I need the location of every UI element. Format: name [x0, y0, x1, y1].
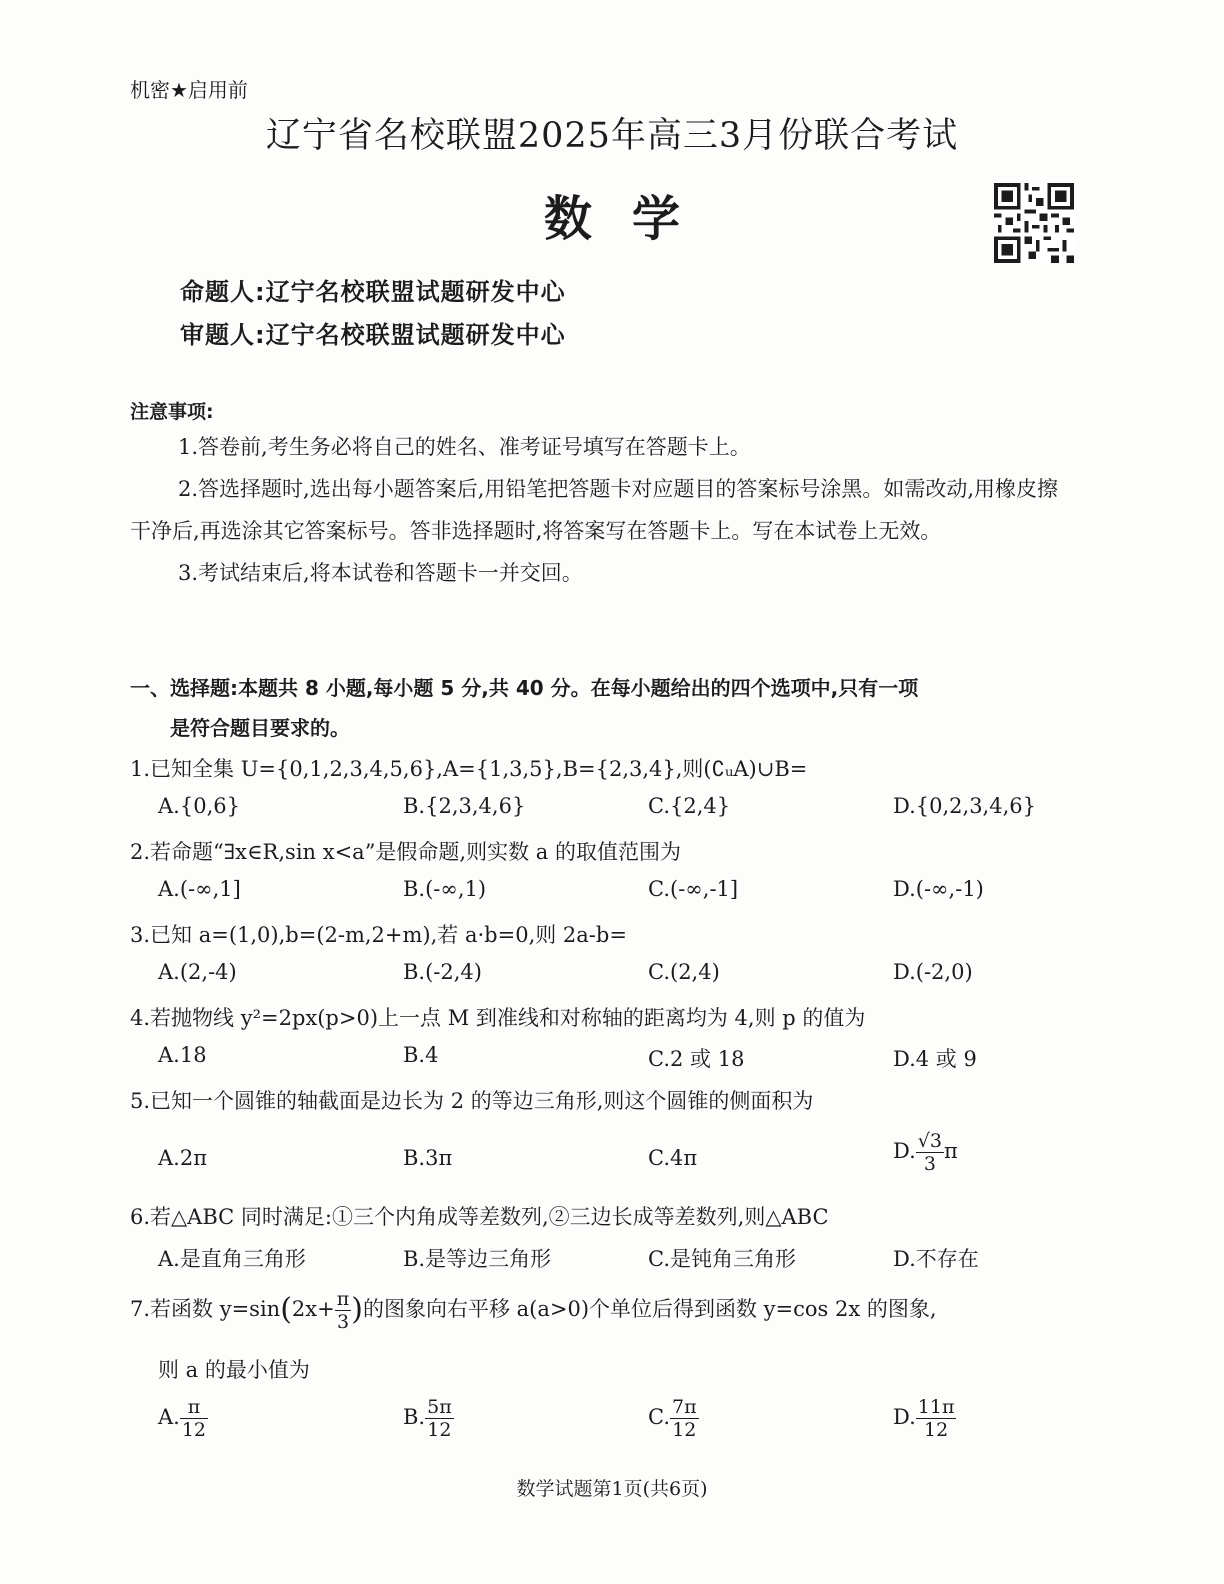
fraction [425, 1396, 454, 1441]
q7-stem-part2: 的图象向右平移 a(a>0)个单位后得到函数 y=cos 2x 的图象, [362, 1297, 937, 1321]
q7-inner: 2x+ [291, 1297, 335, 1321]
q1-option-c[interactable]: C.{2,4} [648, 794, 731, 818]
q7-option-b-label: B. [403, 1405, 426, 1429]
confidential-label: 机密★启用前 [130, 78, 248, 102]
q7-close-paren: ) [351, 1292, 363, 1327]
subject-title: 数学 [543, 191, 720, 247]
q4-option-b[interactable]: B.4 [403, 1043, 439, 1067]
q1-option-b[interactable]: B.{2,3,4,6} [403, 794, 526, 818]
fraction-denominator: 12 [672, 1419, 697, 1441]
q5-option-c[interactable]: C.4π [648, 1146, 698, 1170]
q6-option-d[interactable]: D.不存在 [893, 1247, 979, 1271]
q3-option-c[interactable]: C.(2,4) [648, 960, 720, 984]
q2-option-d[interactable]: D.(-∞,-1) [893, 877, 984, 901]
fraction [916, 1396, 957, 1441]
fraction-numerator: 5π [427, 1396, 452, 1418]
notes-list [130, 426, 1075, 594]
note-item: 3.考试结束后,将本试卷和答题卡一并交回。 [178, 561, 583, 585]
fraction-numerator: π [336, 1288, 350, 1310]
q7-open-paren: ( [280, 1292, 292, 1327]
section-heading-line2: 是符合题目要求的。 [170, 716, 350, 740]
q2-option-b[interactable]: B.(-∞,1) [403, 877, 487, 901]
fraction-denominator: 3 [336, 1311, 350, 1333]
fraction-denominator: 3 [923, 1153, 936, 1175]
question-7-stem-line2: 则 a 的最小值为 [158, 1358, 310, 1382]
fraction-denominator: 12 [427, 1419, 452, 1441]
q7-option-b[interactable] [403, 1396, 454, 1441]
fraction [180, 1396, 208, 1441]
q7-option-c[interactable] [648, 1396, 699, 1441]
question-1-stem: 1.已知全集 U={0,1,2,3,4,5,6},A={1,3,5},B={2,3,4},则(∁ᵤA)∪B= [130, 757, 808, 781]
note-item: 2.答选择题时,选出每小题答案后,用铅笔把答题卡对应题目的答案标号涂黑。如需改动,用橡皮擦干净后,再选涂其它答案标号。答非选择题时,将答案写在答题卡上。写在本试卷上无效。 [130, 477, 1059, 543]
question-5-stem: 5.已知一个圆锥的轴截面是边长为 2 的等边三角形,则这个圆锥的侧面积为 [130, 1089, 814, 1113]
q4-option-a[interactable]: A.18 [158, 1043, 207, 1067]
question-7-stem [130, 1288, 937, 1333]
q7-option-d[interactable] [893, 1396, 956, 1441]
q3-option-d[interactable]: D.(-2,0) [893, 960, 973, 984]
fraction-numerator: 11π [917, 1396, 955, 1418]
q5-option-b[interactable]: B.3π [403, 1146, 453, 1170]
q1-option-d[interactable]: D.{0,2,3,4,6} [893, 794, 1036, 818]
q3-option-a[interactable]: A.(2,-4) [158, 960, 237, 984]
q3-option-b[interactable]: B.(-2,4) [403, 960, 482, 984]
notes-heading: 注意事项: [130, 401, 214, 423]
question-2-stem: 2.若命题“∃x∈R,sin x<a”是假命题,则实数 a 的取值范围为 [130, 840, 681, 864]
q5-option-d[interactable] [893, 1130, 958, 1175]
q6-option-b[interactable]: B.是等边三角形 [403, 1247, 552, 1271]
fraction-numerator: 7π [672, 1396, 697, 1418]
q6-option-c[interactable]: C.是钝角三角形 [648, 1247, 796, 1271]
reviewer-credit: 审题人:辽宁名校联盟试题研发中心 [180, 321, 566, 349]
section-heading-line1: 一、选择题:本题共 8 小题,每小题 5 分,共 40 分。在每小题给出的四个选项中,只有一项 [130, 676, 919, 700]
fraction [670, 1396, 699, 1441]
q5-option-a[interactable]: A.2π [158, 1146, 208, 1170]
q7-option-a-label: A. [158, 1405, 180, 1429]
fraction-denominator: 12 [924, 1419, 949, 1441]
fraction-numerator: π [180, 1396, 208, 1419]
q7-option-a[interactable] [158, 1396, 208, 1441]
fraction-numerator: √3 [917, 1130, 942, 1152]
fraction [916, 1130, 944, 1175]
q2-option-a[interactable]: A.(-∞,1] [158, 877, 241, 901]
q7-stem-part1: 7.若函数 y=sin [130, 1297, 281, 1321]
q4-option-d[interactable]: D.4 或 9 [893, 1047, 977, 1071]
q2-option-c[interactable]: C.(-∞,-1] [648, 877, 739, 901]
q6-option-a[interactable]: A.是直角三角形 [158, 1247, 306, 1271]
q1-option-a[interactable]: A.{0,6} [158, 794, 240, 818]
q7-option-d-label: D. [893, 1405, 916, 1429]
question-3-stem: 3.已知 a=(1,0),b=(2-m,2+m),若 a·b=0,则 2a-b= [130, 923, 627, 947]
q5-option-d-label: D. [893, 1139, 916, 1163]
q7-option-c-label: C. [648, 1405, 670, 1429]
q4-option-c[interactable]: C.2 或 18 [648, 1047, 745, 1071]
exam-title: 辽宁省名校联盟2025年高三3月份联合考试 [265, 116, 959, 156]
setter-credit: 命题人:辽宁名校联盟试题研发中心 [180, 278, 566, 306]
q5-option-d-pi: π [943, 1139, 958, 1163]
question-6-stem: 6.若△ABC 同时满足:①三个内角成等差数列,②三边长成等差数列,则△ABC [130, 1205, 829, 1229]
fraction-denominator: 12 [181, 1419, 207, 1441]
note-item: 1.答卷前,考生务必将自己的姓名、准考证号填写在答题卡上。 [178, 435, 751, 459]
qr-code-icon[interactable] [994, 183, 1074, 263]
page-footer: 数学试题第1页(共6页) [516, 1478, 708, 1500]
question-4-stem: 4.若抛物线 y²=2px(p>0)上一点 M 到准线和对称轴的距离均为 4,则 p 的值为 [130, 1006, 866, 1030]
section-heading [130, 668, 1090, 748]
fraction [335, 1288, 352, 1333]
